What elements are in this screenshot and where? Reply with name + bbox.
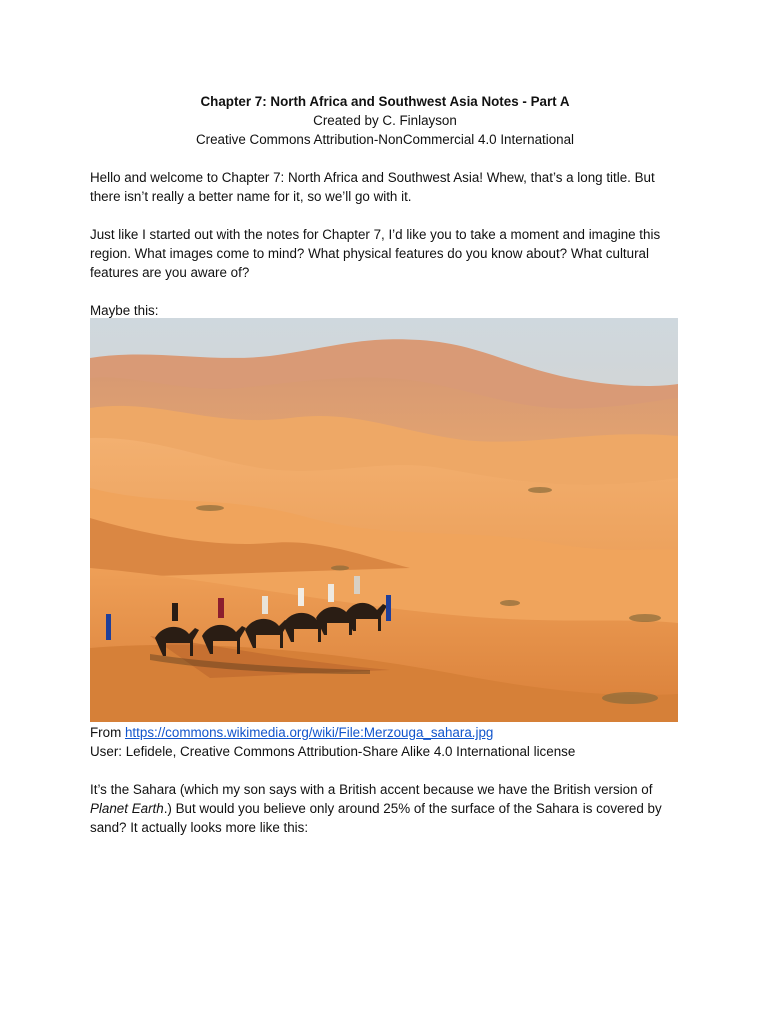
photo-source-link[interactable]: https://commons.wikimedia.org/wiki/File:Merzouga_sahara.jpg — [124, 725, 494, 740]
license-line: Creative Commons Attribution-NonCommercial 4.0 International — [195, 132, 575, 147]
maybe-line: Maybe this: — [90, 303, 159, 318]
photo-source-line — [90, 723, 690, 742]
intro-paragraph: Hello and welcome to Chapter 7: North Africa and Southwest Asia! Whew, that’s a long title. But there isn’t really a better name for it, so we’ll go with it. — [90, 170, 655, 204]
sahara-text-part2: .) But would you believe only around 25% of the surface of the Sahara is covered by sand? It actually looks more like this: — [90, 801, 662, 835]
sahara-photo — [90, 318, 678, 722]
author-line: Created by C. Finlayson — [313, 113, 457, 128]
photo-caption-and-text — [90, 723, 690, 837]
sahara-text-part1: It’s the Sahara (which my son says with a British accent because we have the British version of — [90, 782, 653, 797]
from-label: From — [90, 725, 122, 740]
sahara-paragraph — [90, 780, 680, 837]
photo-user-line: User: Lefidele, Creative Commons Attribution-Share Alike 4.0 International license — [90, 744, 576, 759]
planet-earth-title: Planet Earth — [90, 801, 164, 816]
document-body — [90, 92, 680, 320]
imagine-paragraph: Just like I started out with the notes for Chapter 7, I’d like you to take a moment and imagine this region. What images come to mind? What physical features do you know about? What cultural features are you aware of? — [90, 227, 661, 280]
document-title: Chapter 7: North Africa and Southwest Asia Notes - Part A — [200, 94, 570, 109]
